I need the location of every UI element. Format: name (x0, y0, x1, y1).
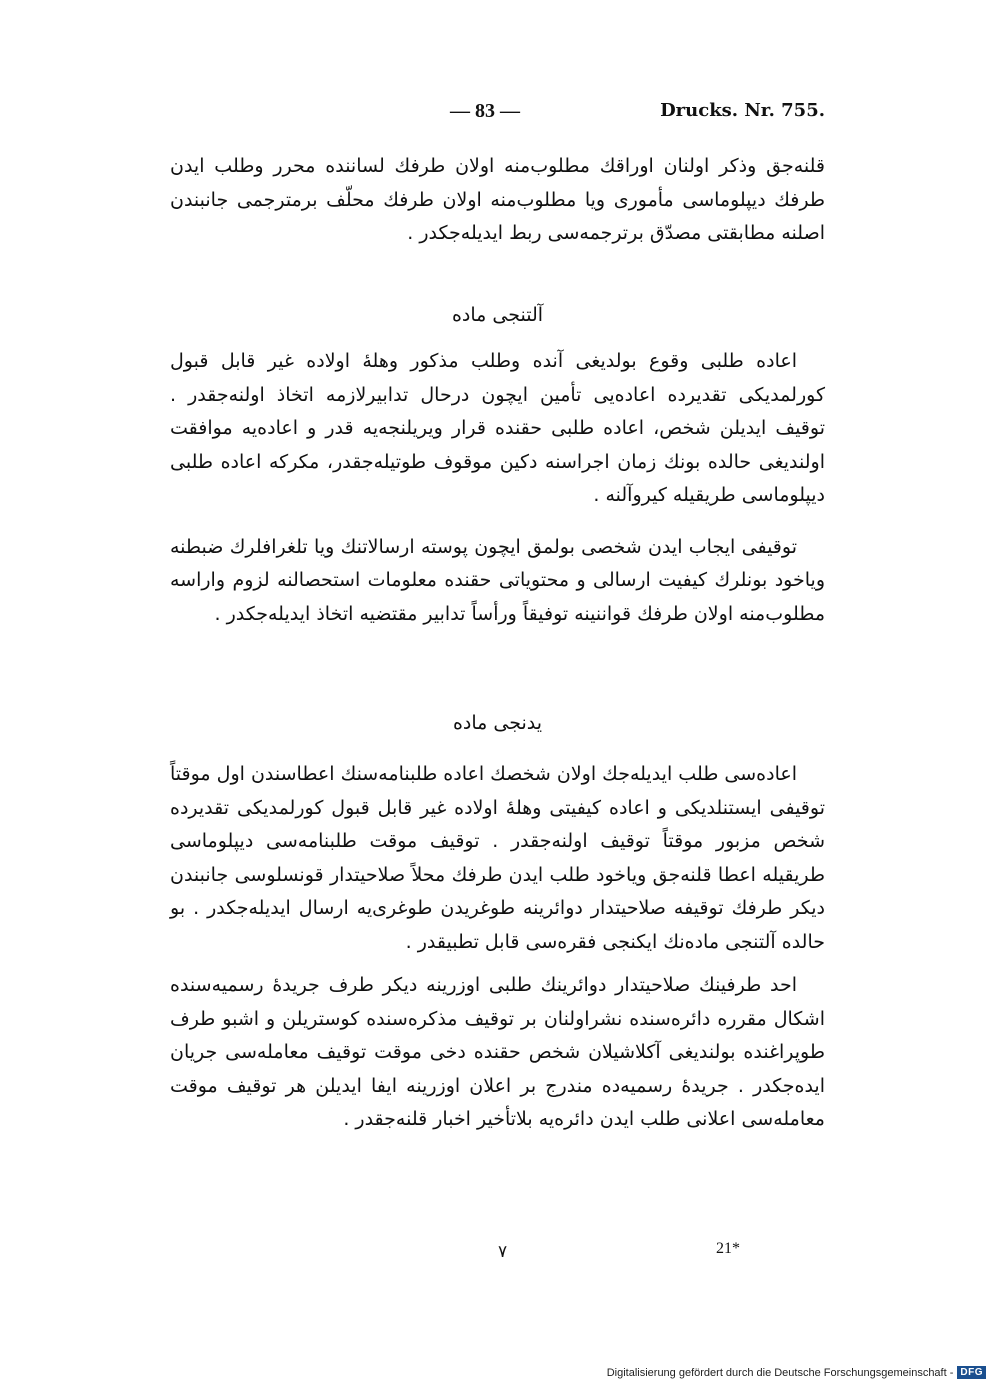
page-number: — 83 — (450, 100, 520, 122)
intro-paragraph: قلنه‌جق وذکر اولنان اوراقك مطلوب‌منه اولان طرفك لساننده محرر وطلب ايدن طرفك ديپلوماسى مأمورى ويا مطلوب‌منه اولان طرفك محلّف برمترجمى جانبندن اصلنه مطابقتى مصدّق برترجمه‌سى ربط ايديله‌جكدر . (170, 155, 825, 244)
article-7-paragraph-2: احد طرفينك صلاحيتدار دوائرينك طلبى اوزرينه ديكر طرف جريده‌ٔ رسميه‌سنده اشكال مقرره دائره‌سنده نشراولنان بر توقيف مذكره‌سنده كوستريلن و اشبو طرف طوپراغنده بولنديغى آكلاشيلان شخص حقنده دخى موقت توقيف معامله‌سى جريان ايده‌جكدر . جريده‌ٔ رسميه‌ده مندرج بر اعلان اوزرينه ايفا ايديلن هر توقيف موقت معامله‌سى اعلانى طلب ايدن دائره‌يه بلاتأخير اخبار قلنه‌جقدر . (170, 974, 825, 1130)
article-6-paragraph-2: توقيفى ايجاب ايدن شخصى بولمق ايچون پوسته ارسالاتنك ويا تلغرافلرك ضبطنه وياخود بونلرك كيفيت ارسالى و محتوياتى حقنده معلومات استحصالنه لزوم واراسه مطلوب‌منه اولان طرفك قواننينه توفيقاً ورأساً تدابير مقتضيه اتخاذ ايديله‌جكدر . (170, 535, 825, 625)
section-heading-article-6: آلتنجى ماده (451, 304, 544, 326)
page-header (170, 100, 825, 134)
footer-text: Digitalisierung gefördert durch die Deutsche Forschungsgemeinschaft - (606, 1366, 954, 1379)
signature-mark: 21* (716, 1240, 740, 1257)
article-6-text (170, 345, 825, 631)
article-7-paragraph-1: اعاده‌سى طلب ايديله‌جك اولان شخصك اعاده طلبنامه‌سنك اعطاسندن اول موقتاً توقيفى ايستنلديكى و اعاده كيفيتى وهله‌ٔ اولاده غير قابل قبول كورلمديكى تقديرده شخص مزبور موقتاً توقيف اولنه‌جقدر . توقيف موقت طلبنامه‌سى ديپلوماسى طريقيله اعطا قلنه‌جق وياخود طلب ايدن طرفك محلاً صلاحيتدار قونسلوسى جانبندن ديكر طرفك توقيفه صلاحيتدار دوائرينه طوغريدن طوغرى‌يه ارسال ايديله‌جكدر . بو حالده آلتنجى ماده‌نك ايكنجى فقره‌سى قابل تطبيقدر . (170, 763, 825, 953)
dfg-logo-icon: DFG (957, 1366, 986, 1379)
digitization-footer (607, 1366, 986, 1379)
article-6-paragraph-1: اعاده طلبى وقوع بولديغى آنده وطلب مذكور وهله‌ٔ اولاده غير قابل قبول كورلمديكى تقديرده اعاده‌يى تأمين ايچون درحال تدابيرلازمه اتخاذ اولنه‌جقدر . توقيف ايديلن شخص، اعاده طلبى حقنده قرار ويريلنجه‌يه قدر و اعاده‌يه موافقت اولنديغى حالده بونك زمان اجراسنه دكين موقوف طوتيله‌جقدر، مكركه اعاده طلبى ديپلوماسى طريقيله كيروآلنه . (170, 350, 825, 506)
article-7-text (170, 758, 825, 1137)
section-heading-article-7: يدنجى ماده (452, 712, 543, 734)
intro-text (170, 150, 825, 251)
print-reference: Drucks. Nr. 755. (660, 100, 825, 121)
folio-number: ٧ (498, 1242, 508, 1262)
